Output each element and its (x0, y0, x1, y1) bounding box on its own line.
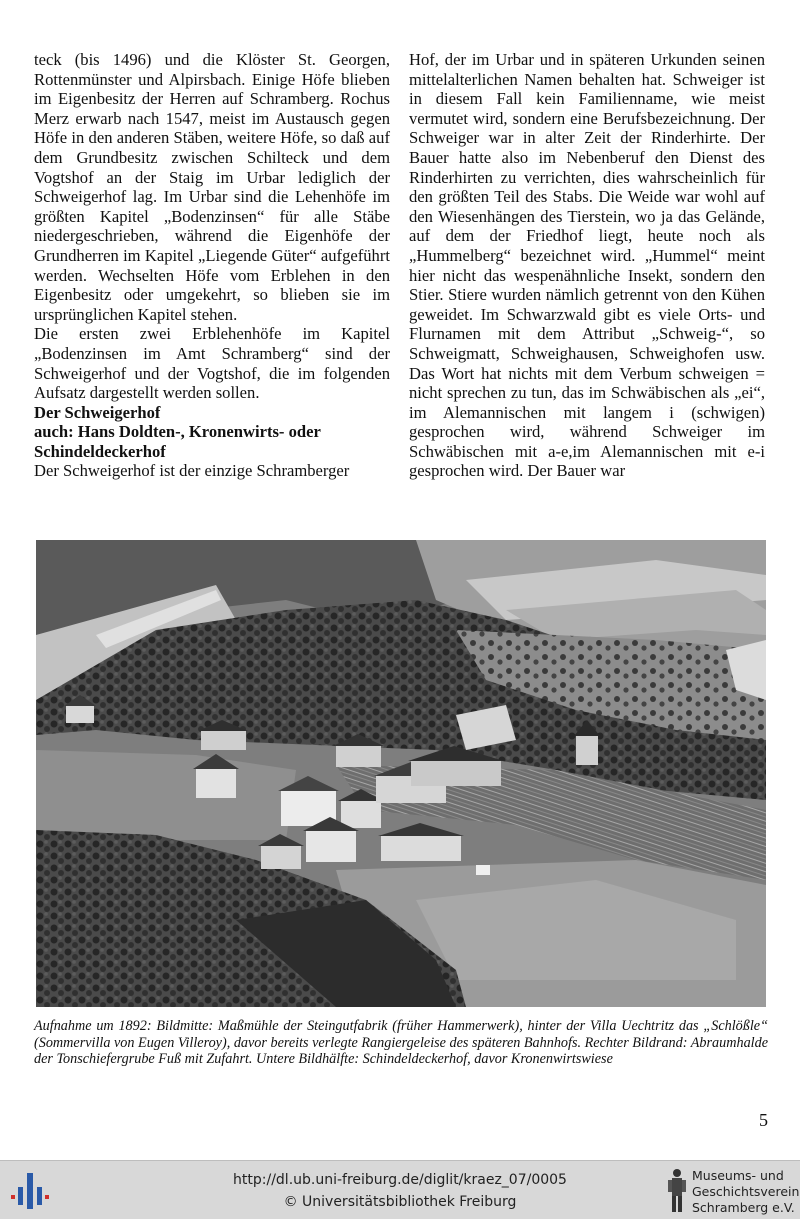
museum-line-3: Schramberg e.V. (692, 1200, 795, 1215)
page-number: 5 (759, 1110, 768, 1130)
museum-logo (664, 1165, 800, 1217)
museum-line-1: Museums- und (692, 1168, 784, 1183)
right-column (409, 50, 765, 481)
section-heading: Der Schweigerhof (34, 402, 161, 422)
museum-figure-icon (664, 1167, 690, 1215)
copyright-notice: © Universitätsbibliothek Freiburg (283, 1194, 517, 1210)
footer-bar (0, 1160, 800, 1219)
section-subheading: auch: Hans Doldten-, Kronenwirts- oder Schindeldeckerhof (34, 422, 321, 461)
left-paragraph-1: teck (bis 1496) und die Klöster St. Georgen, Rottenmünster und Alpirsbach. Einige Höfe blieben im Eigenbesitz der Herren auf Schramberg. Rochus Merz erwarb nach 1547, meist im Austausch gegen Höfe in den anderen Stäben, weitere Höfe, so daß auf dem Grundbesitz zwischen Schilteck und dem Vogtshof an der Staig im Urbar lediglich der Schweigerhof lag. Im Urbar sind die Lehenhöfe im größten Kapitel „Bodenzinsen“ für alle Stäbe niedergeschrieben, während die Eigenhöfe der Grundherren im Kapitel „Liegende Güter“ aufgeführt werden. Wechselten Höfe vom Erblehen in den Eigenbesitz oder umgekehrt, so blieben sie im ursprünglichen Kapitel stehen. (34, 50, 390, 324)
right-paragraph-1: Hof, der im Urbar und in späteren Urkunden seinen mittelalterlichen Namen behalten hat. Schweiger ist in diesem Fall kein Familienname, wie meist vermutet wird, sondern eine Berufsbezeichnung. Der Schweiger war in alter Zeit der Rinderhirte. Der Bauer hatte also im Nebenberuf den Dienst des Rinderhirten zu verrichten, dies wahrscheinlich für den größten Teil des Stabs. Die Weide war wohl auf den Wiesenhängen des Tierstein, wo ja das Gelände, auf dem der Friedhof liegt, heute noch als „Hummelberg“ bezeichnet wird. „Hummel“ meint hier nicht das wespenähnliche Insekt, sondern den Stier. Stiere wurden nämlich getrennt von den Kühen geweidet. Im Schwarzwald gibt es viele Orts- und Flurnamen mit dem Attribut „Schweig-“, so Schweigmatt, Schweighausen, Schweighofen usw. Das Wort hat nichts mit dem Verbum schweigen = nicht sprechen zu tun, das im Schwäbischen als „ei“, im Alemannischen mit langem i (schwigen) gesprochen wird, während Schweiger im Schwäbischen mit a-e,im Alemannischen mit e-i gesprochen wird. Der Bauer war (409, 50, 765, 481)
left-column (34, 50, 390, 481)
museum-line-2: Geschichtsverein (692, 1184, 800, 1199)
historic-photograph (36, 540, 766, 1007)
valley-photo-illustration (36, 540, 766, 1007)
left-paragraph-3: Der Schweigerhof ist der einzige Schramberger (34, 461, 350, 481)
left-paragraph-2: Die ersten zwei Erblehenhöfe im Kapitel „Bodenzinsen im Amt Schramberg“ sind der Schweigerhof und der Vogtshof, die im folgenden Aufsatz dargestellt werden sollen. (34, 324, 390, 403)
photo-caption: Aufnahme um 1892: Bildmitte: Maßmühle der Steingutfabrik (früher Hammerwerk), hinter der Villa Uechtritz das „Schlößle“ (Sommervilla von Eugen Villeroy), davor bereits verlegte Rangiergeleise des späteren Bahnhofs. Rechter Bildrand: Abraumhalde der Tonschiefergrube Fuß mit Zufahrt. Untere Bildhälfte: Schindeldeckerhof, davor Kronenwirtswiese (34, 1018, 768, 1068)
source-url[interactable]: http://dl.ub.uni-freiburg.de/diglit/kraez_07/0005 (233, 1172, 567, 1188)
